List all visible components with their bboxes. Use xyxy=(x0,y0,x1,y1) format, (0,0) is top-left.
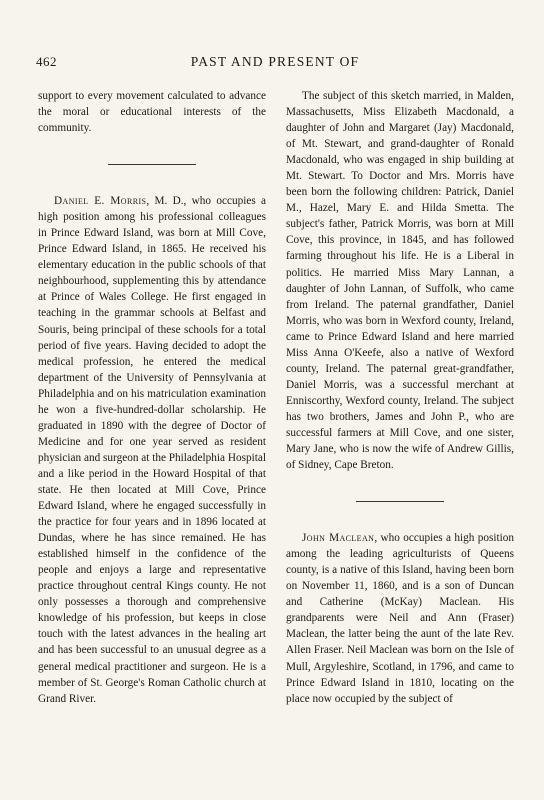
section-divider xyxy=(108,164,196,165)
left-column xyxy=(38,88,266,707)
section-divider xyxy=(356,501,444,502)
biography-name: John Maclean xyxy=(302,532,375,545)
page-header xyxy=(36,54,514,74)
running-head: PAST AND PRESENT OF xyxy=(190,54,360,69)
biography-maclean xyxy=(286,530,514,707)
biography-morris xyxy=(38,193,266,707)
carryover-paragraph: support to every movement calculated to advance the moral or educational interests of the community. xyxy=(38,90,266,135)
page-number: 462 xyxy=(36,54,57,69)
biography-text: , who occupies a high position among the leading agriculturists of Queens county, is a native of this Island, having been born on November 11, 1860, and is a son of Duncan and Catherine (McKay) Maclean. His grandparents were Neil and Ann (Fraser) Maclean, the latter being the aunt of the late Rev. Allen Fraser. Neil Maclean was born on the Isle of Mull, Argyleshire, Scotland, in 1796, and came to Prince Edward Island in 1810, locating on the place now occupied by the subject of xyxy=(286,532,514,705)
biography-text: , M. D., who occupies a high position among his professional colleagues in Prince Edward Island, was born at Mill Cove, Prince Edward Island, in 1865. He received his elementary education in the public schools of that neighbourhood, supplementing this by attendance at Prince of Wales College. He first engaged in teaching in the grammar schools at Belfast and Souris, being principal of these schools for a total period of five years. Having decided to adopt the medical profession, he entered the medical department of the University of Pennsylvania at Philadelphia and on his matriculation examination he won a five-hundred-dollar scholarship. He graduated in 1890 with the degree of Doctor of Medicine and for one year served as resident physician and surgeon at the Philadelphia Hospital and a like period in the Howard Hospital of that state. He then located at Mill Cove, Prince Edward Island, where he engaged successfully in the practice for four years and in 1896 located at Dundas, where he has since remained. He has established himself in the confidence of the people and enjoys a large and representative practice throughout central Kings county. He not only possesses a thorough and comprehensive knowledge of his profession, but keeps in close touch with the latest advances in the healing art and has been successful to an unusual degree as a general medical practitioner and surgeon. He is a member of St. George's Roman Catholic church at Grand River. xyxy=(38,195,266,705)
continuation-paragraph: The subject of this sketch married, in Malden, Massachusetts, Miss Elizabeth Macdonald, a daughter of John and Margaret (Jay) Macdonald, of Mt. Stewart, and grand-daughter of Ronald Macdonald, who was engaged in ship building at Mt. Stewart. To Doctor and Mrs. Morris have been born the following children: Patrick, Daniel M., Hazel, Mary E. and Hilda Smetta. The subject's father, Patrick Morris, was born at Mill Cove, this province, in 1845, and has followed farming throughout his life. He is a Liberal in politics. He married Miss Mary Lannan, a daughter of John Lannan, of Suffolk, who came from Ireland. The paternal grandfather, Daniel Morris, who was born in Wexford county, Ireland, came to Prince Edward Island and here married Miss Anna O'Keefe, also a native of Wexford county, Ireland. The paternal great-grandfather, Daniel Morris, was a successful merchant at Enniscorthy, Wexford county, Ireland. The subject has two brothers, James and John P., who are successful farmers at Mill Cove, and one sister, Mary Jane, who is now the wife of Andrew Gillis, of Sidney, Cape Breton. xyxy=(286,90,514,472)
right-column xyxy=(286,88,514,707)
biography-name: Daniel E. Morris xyxy=(54,195,147,208)
